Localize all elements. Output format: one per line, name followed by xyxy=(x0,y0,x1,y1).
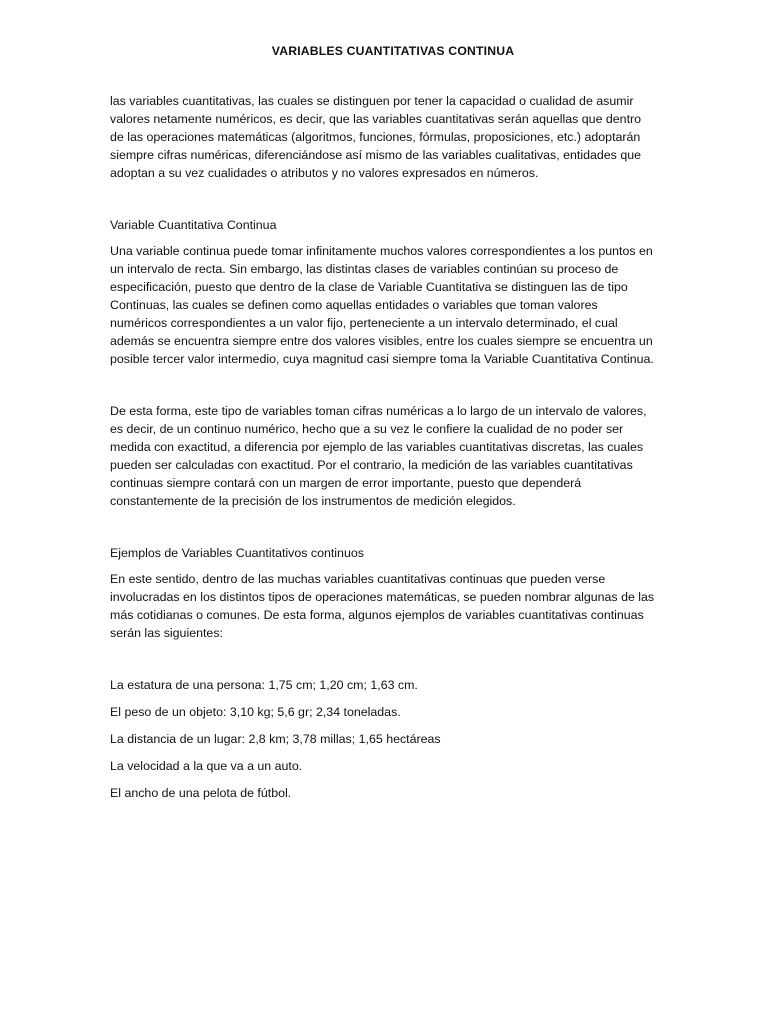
document-body xyxy=(110,42,658,811)
document-title: VARIABLES CUANTITATIVAS CONTINUA xyxy=(271,44,515,58)
section1-paragraph-1: Una variable continua puede tomar infinitamente muchos valores correspondientes a los puntos en un intervalo de recta. Sin embargo, las distintas clases de variables continúan su proceso de especificación, puesto que dentro de la clase de Variable Cuantitativa se distinguen las de tipo Continuas, las cuales se definen como aquellas entidades o variables que toman valores numéricos correspondientes a un valor fijo, perteneciente a un intervalo determinado, el cual además se encuentra siempre entre dos valores visibles, entre los cuales siempre se encuentra un posible tercer valor intermedio, cuya magnitud casi siempre toma la Variable Cuantitativa Continua. xyxy=(110,244,654,366)
example-item: La velocidad a la que va a un auto. xyxy=(110,759,303,773)
intro-paragraph: las variables cuantitativas, las cuales se distinguen por tener la capacidad o cualidad de asumir valores netamente numéricos, es decir, que las variables cuantitativas serán aquellas que dentro de las operaciones matemáticas (algoritmos, funciones, fórmulas, proposiciones, etc.) adoptarán siempre cifras numéricas, diferenciándose así mismo de las variables cualitativas, entidades que adoptan a su vez cualidades o atributos y no valores expresados en números. xyxy=(110,94,642,180)
example-item: El ancho de una pelota de fútbol. xyxy=(110,786,292,800)
section2-paragraph-1: En este sentido, dentro de las muchas variables cuantitativas continuas que pueden verse involucradas en los distintos tipos de operaciones matemáticas, se pueden nombrar algunas de las más cotidianas o comunes. De esta forma, algunos ejemplos de variables cuantitativas continuas serán las siguientes: xyxy=(110,572,655,640)
section-heading-continua: Variable Cuantitativa Continua xyxy=(110,218,277,232)
example-item: El peso de un objeto: 3,10 kg; 5,6 gr; 2,34 toneladas. xyxy=(110,705,401,719)
example-item: La distancia de un lugar: 2,8 km; 3,78 millas; 1,65 hectáreas xyxy=(110,732,441,746)
section-heading-ejemplos: Ejemplos de Variables Cuantitativos continuos xyxy=(110,546,364,560)
example-item: La estatura de una persona: 1,75 cm; 1,20 cm; 1,63 cm. xyxy=(110,678,418,692)
section1-paragraph-2: De esta forma, este tipo de variables toman cifras numéricas a lo largo de un intervalo de valores, es decir, de un continuo numérico, hecho que a su vez le confiere la cualidad de no poder ser medida con exactitud, a diferencia por ejemplo de las variables cuantitativas discretas, las cuales pueden ser calculadas con exactitud. Por el contrario, la medición de las variables cuantitativas continuas siempre contará con un margen de error importante, puesto que dependerá constantemente de la precisión de los instrumentos de medición elegidos. xyxy=(110,404,647,508)
